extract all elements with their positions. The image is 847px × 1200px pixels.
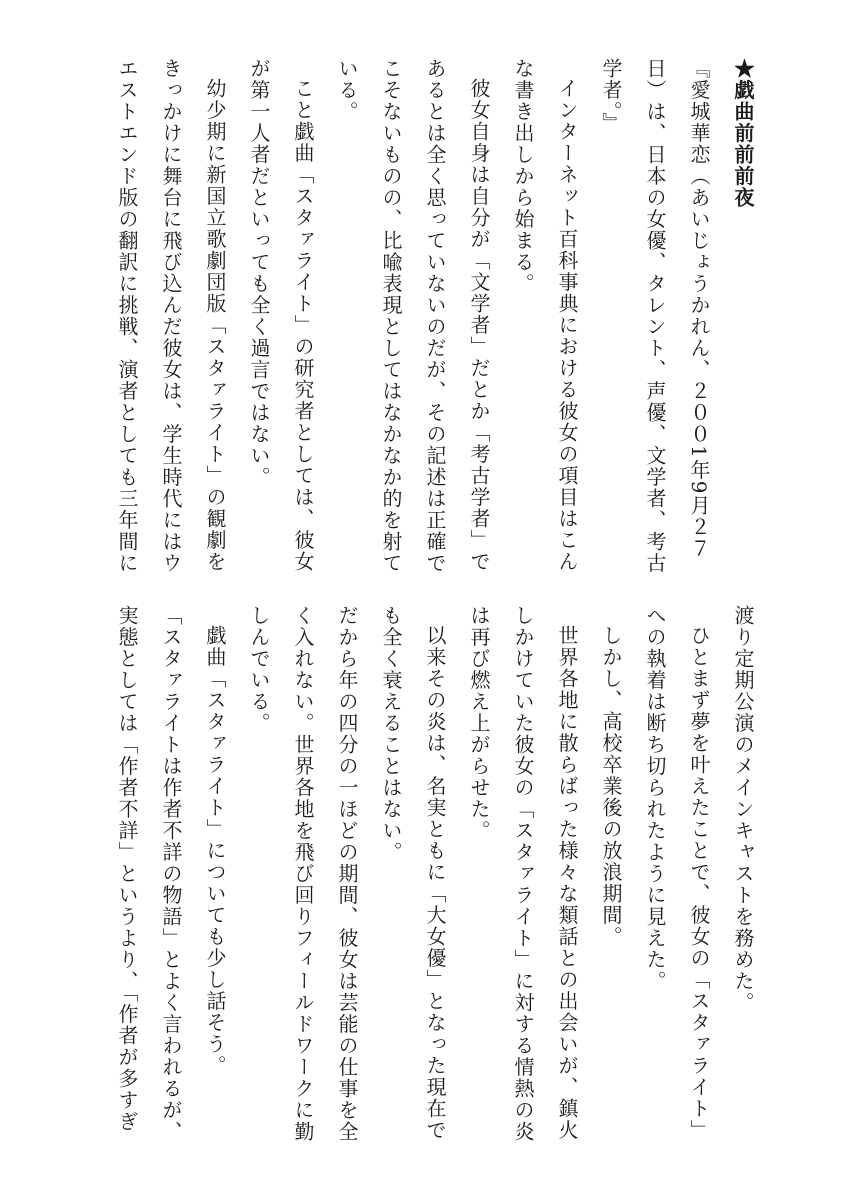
paragraph: 戯曲「スタァライト」についても少し話そう。 [203, 625, 227, 1077]
paragraph: インターネット百科事典における彼女の項目はこんな書き出しから始まる。 [511, 58, 579, 573]
text-block-top [115, 58, 765, 578]
text-block-bottom [115, 605, 765, 1150]
paragraph: だから年の四分の一ほどの期間、彼女は芸能の仕事を全く入れない。世界各地を飛び回りフィールドワークに勤しんでいる。 [247, 605, 359, 1143]
paragraph: しかし、高校卒業後の放浪期間。 [599, 625, 623, 948]
paragraph: 「スタァライトは作者不詳の物語」とよく言われるが、実態としては「作者不詳」というより、「作者が多すぎ [115, 605, 183, 1143]
paragraph-quote: 『愛城華恋（あいじょうかれん、２００1年9月２７日）は、日本の女優、タレント、声優、文学者、考古学者。』 [599, 58, 711, 574]
paragraph: 以来その炎は、名実ともに「大女優」となった現在でも全く衰えることはない。 [379, 605, 447, 1141]
paragraph: ひとまず夢を叶えたことで、彼女の「スタァライト」への執着は断ち切られたように見えた。 [643, 605, 711, 1141]
paragraph-continued: 渡り定期公演のメインキャストを務めた。 [731, 605, 755, 1014]
paragraph: 彼女自身は自分が「文学者」だとか「考古学者」であるとは全く思っていないのだが、その記述は正確でこそないものの、比喩表現としてはなかなか的を射ている。 [335, 58, 491, 574]
paragraph: こと戯曲「スタァライト」の研究者としては、彼女が第一人者だといっても全く過言ではない。 [247, 58, 315, 573]
section-heading: ★戯曲前前前夜 [731, 58, 755, 209]
paragraph: 世界各地に散らばった様々な類話との出会いが、鎮火しかけていた彼女の「スタァライト」に対する情熱の炎は再び燃え上がらせた。 [467, 605, 579, 1143]
paragraph: 幼少期に新国立歌劇団版「スタァライト」の観劇をきっかけに舞台に飛び込んだ彼女は、学生時代にはウエストエンド版の翻訳に挑戦、演者としても三年間に [115, 58, 227, 574]
